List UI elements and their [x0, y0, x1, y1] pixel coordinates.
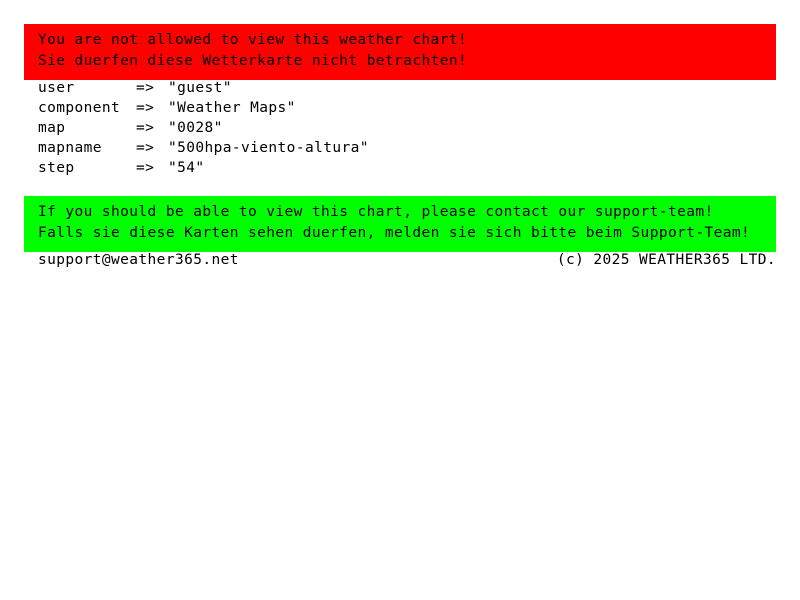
parameter-value: "0028" [168, 120, 223, 136]
parameter-value: "Weather Maps" [168, 100, 296, 116]
parameter-key: mapname [38, 140, 102, 156]
footer [38, 250, 776, 270]
error-banner [24, 24, 776, 80]
parameter-arrow: => [136, 160, 155, 176]
parameter-arrow: => [136, 80, 155, 96]
info-banner-line-de: Falls sie diese Karten sehen duerfen, melden sie sich bitte beim Support-Team! [38, 225, 751, 241]
parameter-list [38, 78, 369, 178]
error-banner-line-en: You are not allowed to view this weather chart! [38, 32, 468, 48]
parameter-value: "guest" [168, 80, 232, 96]
parameter-arrow: => [136, 140, 155, 156]
parameter-arrow: => [136, 100, 155, 116]
parameter-key: step [38, 160, 75, 176]
parameter-key: map [38, 120, 66, 136]
parameter-row-mapname [38, 138, 369, 158]
parameter-key: component [38, 100, 121, 116]
parameter-arrow: => [136, 120, 155, 136]
info-banner-line-en: If you should be able to view this chart, please contact our support-team! [38, 204, 714, 220]
parameter-key: user [38, 80, 75, 96]
info-banner [24, 196, 776, 252]
copyright-text: (c) 2025 WEATHER365 LTD. [556, 252, 776, 268]
parameter-row-user [38, 78, 369, 98]
support-email[interactable]: support@weather365.net [38, 252, 239, 268]
error-banner-line-de: Sie duerfen diese Wetterkarte nicht betrachten! [38, 53, 468, 69]
parameter-value: "54" [168, 160, 205, 176]
parameter-row-step [38, 158, 369, 178]
parameter-row-map [38, 118, 369, 138]
parameter-row-component [38, 98, 369, 118]
parameter-value: "500hpa-viento-altura" [168, 140, 369, 156]
